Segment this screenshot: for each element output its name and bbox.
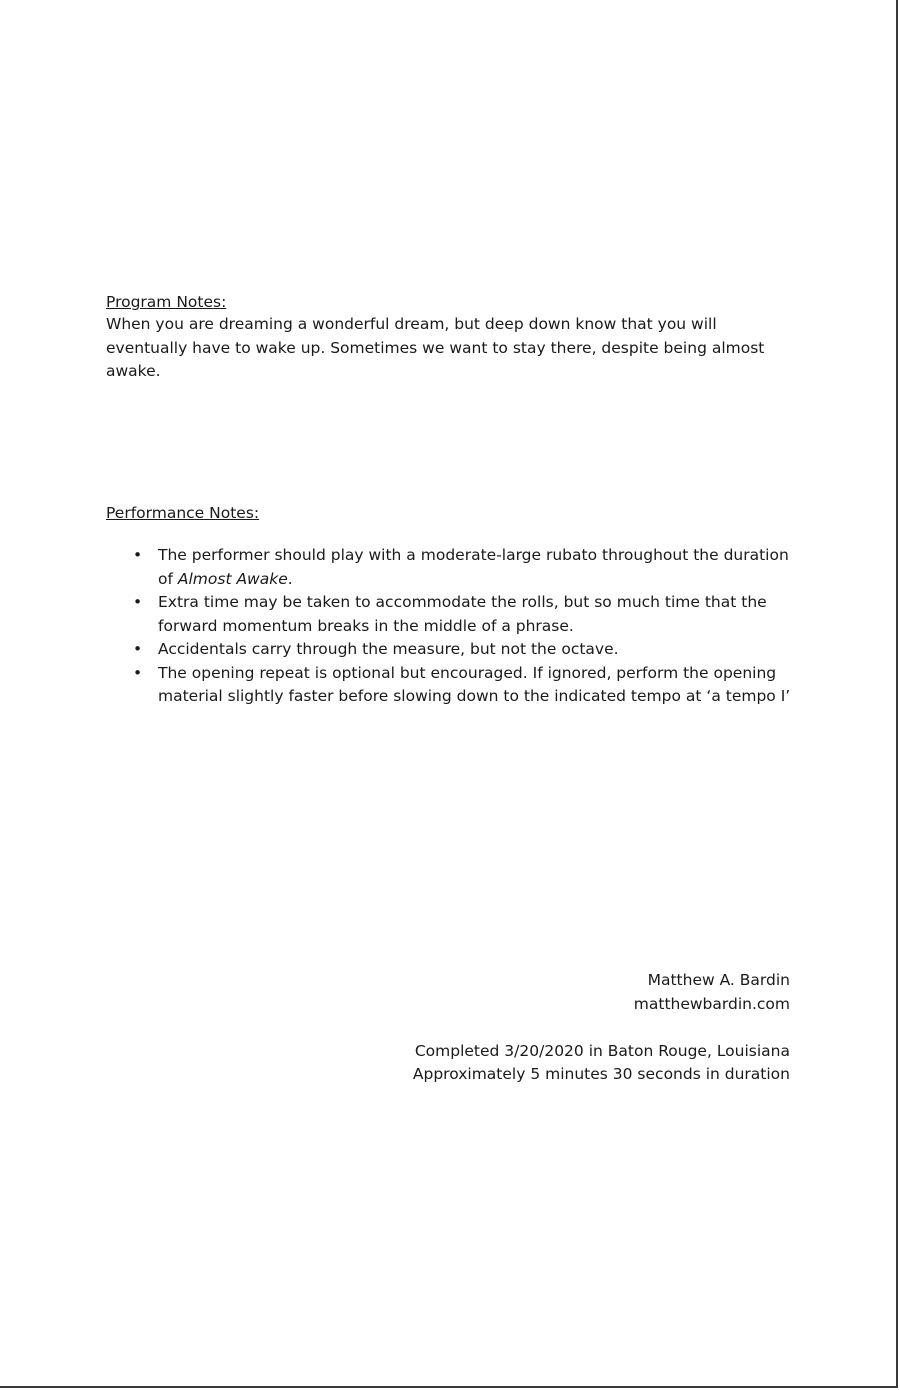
duration-info: Approximately 5 minutes 30 seconds in duration — [412, 1065, 790, 1083]
program-notes-text: When you are dreaming a wonderful dream, but deep down know that you will eventually have to wake up. Sometimes we want to stay there, despite being almost awake. — [106, 315, 765, 380]
list-item-text-end: . — [287, 569, 293, 588]
list-item — [106, 638, 796, 662]
composer-name: Matthew A. Bardin — [647, 971, 790, 989]
bullet-icon: • — [133, 640, 143, 658]
list-item-text: Extra time may be taken to accommodate the rolls, but so much time that the forward momentum breaks in the middle of a phrase. — [158, 593, 767, 635]
list-item — [106, 591, 796, 638]
performance-notes-list — [106, 544, 796, 709]
program-notes-section — [106, 291, 796, 384]
credits-block — [413, 969, 790, 1087]
performance-notes-section — [106, 502, 796, 709]
composer-website: matthewbardin.com — [633, 994, 790, 1013]
program-notes-heading: Program Notes: — [106, 293, 227, 311]
bullet-icon: • — [133, 546, 143, 564]
list-item — [106, 544, 796, 591]
list-item — [106, 662, 796, 709]
bullet-icon: • — [133, 663, 143, 682]
list-item-text: Accidentals carry through the measure, but not the octave. — [158, 640, 619, 658]
completion-info: Completed 3/20/2020 in Baton Rouge, Louisiana — [414, 1041, 790, 1060]
bullet-icon: • — [133, 593, 143, 611]
piece-title: Almost Awake — [177, 569, 288, 588]
list-item-text: The opening repeat is optional but encouraged. If ignored, perform the opening material slightly faster before slowing down to the indicated tempo at ‘a tempo I’ — [158, 663, 791, 705]
performance-notes-heading: Performance Notes: — [106, 504, 260, 522]
list-item-text-start: The performer should play with a moderate-large rubato throughout the duration of — [158, 546, 789, 588]
spacer — [413, 1016, 790, 1040]
